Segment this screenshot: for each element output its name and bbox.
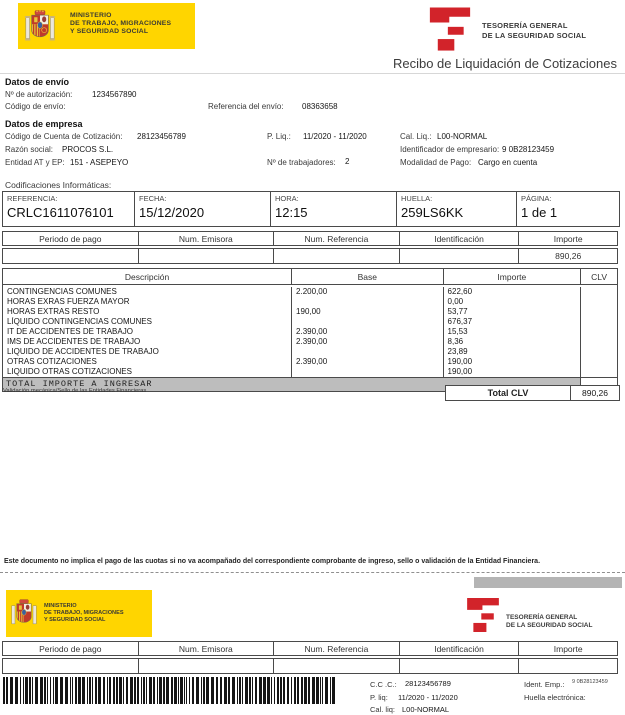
tgss-name	[506, 614, 592, 630]
trabajadores-label: Nº de trabajadores:	[267, 158, 336, 167]
cell-descripcion: LÍQUIDO CONTINGENCIAS COMUNES	[3, 317, 292, 327]
col-num-referencia: Num. Referencia	[274, 232, 400, 245]
autorizacion-label: Nº de autorización:	[5, 90, 73, 99]
cal-liq-bottom-label: Cal. liq:	[370, 705, 396, 714]
codif-cell-huella	[397, 192, 517, 226]
codif-label: HUELLA:	[401, 194, 433, 203]
col-descripcion: Descripción	[3, 269, 292, 284]
ministry-name	[70, 12, 171, 37]
col-num-emisora: Num. Emisora	[139, 232, 275, 245]
detalle-table-header	[3, 269, 617, 285]
detalle-row	[3, 347, 617, 357]
cell-periodo	[3, 249, 139, 263]
validation-note: Validación mecánica/Sello de las Entidades Financieras	[3, 388, 147, 394]
ccc-bottom-label: C.C .C.:	[370, 680, 397, 689]
detalle-row	[3, 317, 617, 327]
ident-emp-label: Ident. Emp.:	[524, 680, 565, 689]
p-liq-bottom-label: P. liq:	[370, 693, 388, 702]
pago-table-row	[2, 248, 618, 264]
ccc-label: Código de Cuenta de Cotización:	[5, 132, 123, 141]
cell-importe: 890,26	[555, 251, 582, 261]
cell-descripcion: HORAS EXTRAS RESTO	[3, 307, 292, 317]
cell-importe: 622,60	[444, 287, 582, 297]
cell-base: 190,00	[292, 307, 444, 317]
cell-importe: 190,00	[444, 357, 582, 367]
col-importe: Importe	[444, 269, 582, 284]
codif-value: 12:15	[275, 205, 308, 220]
codif-value: 1 de 1	[521, 205, 558, 220]
cell-base: 2.390,00	[292, 337, 444, 347]
detalle-row	[3, 367, 617, 377]
datos-empresa-title: Datos de empresa	[5, 119, 83, 129]
col-importe: Importe	[553, 643, 583, 654]
cell-importe: 0,00	[444, 297, 582, 307]
cal-liq-value: L00-NORMAL	[437, 132, 488, 141]
col-identificacion: Identificación	[400, 642, 520, 655]
cell-importe	[519, 659, 617, 673]
ministry-name-line: Y SEGURIDAD SOCIAL	[44, 616, 106, 623]
cell-identificacion	[400, 249, 520, 263]
detalle-table-body	[3, 285, 617, 377]
huella-electronica-label: Huella electrónica:	[524, 693, 586, 702]
detalle-table	[2, 268, 618, 392]
detalle-row	[3, 337, 617, 347]
cell-descripcion: IMS DE ACCIDENTES DE TRABAJO	[3, 337, 292, 347]
ccc-value: 28123456789	[137, 132, 186, 141]
pago-table-header	[2, 641, 618, 656]
cell-importe: 190,00	[444, 367, 582, 377]
p-liq-label: P. Liq.:	[267, 132, 291, 141]
total-clv-label: Total CLV	[446, 386, 571, 400]
cell-base: 2.390,00	[292, 357, 444, 367]
barcode	[3, 677, 355, 704]
spain-coat-of-arms-icon	[25, 6, 55, 46]
referencia-envio-value: 08363658	[302, 102, 338, 111]
entidad-label: Entidad AT y EP:	[5, 158, 65, 167]
pago-table-bottom	[2, 641, 618, 674]
detalle-row	[3, 287, 617, 297]
total-clv-box	[445, 385, 620, 401]
codif-label: REFERENCIA:	[7, 194, 58, 203]
ministry-name-line: Y SEGURIDAD SOCIAL	[70, 28, 149, 36]
col-identificacion: Identificación	[400, 232, 520, 245]
cut-line	[0, 572, 625, 573]
cell-descripcion: LIQUIDO DE ACCIDENTES DE TRABAJO	[3, 347, 292, 357]
cell-base: 2.390,00	[292, 327, 444, 337]
cell-importe: 53,77	[444, 307, 582, 317]
cell-base	[292, 297, 444, 307]
tgss-name-line: TESORERÍA GENERAL	[482, 21, 568, 30]
col-periodo-de-pago: Periodo de pago	[3, 232, 139, 245]
cell-clv	[581, 317, 617, 327]
cell-base	[292, 347, 444, 357]
cell-clv	[581, 307, 617, 317]
modalidad-value: Cargo en cuenta	[478, 158, 538, 167]
razon-social-label: Razón social:	[5, 145, 54, 154]
cell-clv	[581, 337, 617, 347]
col-base: Base	[292, 269, 444, 284]
cal-liq-label: Cal. Liq.:	[400, 132, 432, 141]
codif-label: FECHA:	[139, 194, 167, 203]
detalle-row	[3, 307, 617, 317]
identificador-value: 9 0B28123459	[502, 145, 555, 154]
codif-value: 15/12/2020	[139, 205, 205, 220]
tgss-name	[482, 21, 586, 40]
cell-descripcion: IT DE ACCIDENTES DE TRABAJO	[3, 327, 292, 337]
tgss-logo-icon	[466, 596, 500, 634]
cell-clv	[581, 287, 617, 297]
cell-descripcion: LIQUIDO OTRAS COTIZACIONES	[3, 367, 292, 377]
col-periodo-de-pago: Periodo de pago	[3, 642, 139, 655]
modalidad-label: Modalidad de Pago:	[400, 158, 472, 167]
cell-periodo	[3, 659, 139, 673]
p-liq-bottom-value: 11/2020 - 11/2020	[398, 693, 458, 702]
detalle-row	[3, 297, 617, 307]
spain-coat-of-arms-icon	[11, 595, 37, 631]
page-title: Recibo de Liquidación de Cotizaciones	[392, 56, 617, 71]
codificaciones-table	[2, 191, 620, 227]
cell-clv	[581, 327, 617, 337]
tgss-name-line: DE LA SEGURIDAD SOCIAL	[506, 622, 593, 630]
cell-clv	[581, 367, 617, 377]
pago-table	[2, 231, 618, 264]
tgss-name-line: DE LA SEGURIDAD SOCIAL	[482, 30, 587, 40]
codif-value: CRLC1611076101	[7, 205, 114, 220]
header-divider	[0, 73, 625, 74]
cell-clv	[581, 297, 617, 307]
cell-importe: 23,89	[444, 347, 582, 357]
codif-cell-hora	[271, 192, 397, 226]
codif-cell-referencia	[3, 192, 135, 226]
razon-social-value: PROCOS S.L.	[62, 145, 114, 154]
entidad-value: 151 - ASEPEYO	[70, 158, 129, 167]
ministry-name-line: MINISTERIO	[70, 12, 112, 19]
codigo-envio-label: Código de envío:	[5, 102, 66, 111]
cell-emisora	[139, 659, 275, 673]
ministry-name-line: DE TRABAJO, MIGRACIONES	[44, 609, 124, 616]
ministry-name	[44, 603, 124, 623]
ministry-name-line: DE TRABAJO, MIGRACIONES	[70, 20, 172, 28]
codif-cell-pagina	[517, 192, 619, 226]
referencia-envio-label: Referencia del envío:	[208, 102, 284, 111]
cell-identificacion	[400, 659, 520, 673]
scanner-artifact-bar	[474, 577, 622, 588]
cal-liq-bottom-value: L00-NORMAL	[402, 705, 450, 714]
cell-referencia	[274, 659, 400, 673]
tgss-name-line: TESORERÍA GENERAL	[506, 614, 578, 621]
pago-table-header	[2, 231, 618, 246]
cell-descripcion: OTRAS COTIZACIONES	[3, 357, 292, 367]
ccc-bottom-value: 28123456789	[405, 679, 451, 688]
cell-emisora	[139, 249, 275, 263]
cell-referencia	[274, 249, 400, 263]
cell-base: 2.200,00	[292, 287, 444, 297]
pago-table-row	[2, 658, 618, 674]
codif-label: PÁGINA:	[521, 194, 552, 203]
ministry-name-line: MINISTERIO	[44, 603, 77, 609]
codif-cell-fecha	[135, 192, 271, 226]
col-num-emisora: Num. Emisora	[139, 642, 275, 655]
cell-descripcion: CONTINGENCIAS COMUNES	[3, 287, 292, 297]
ministry-logo-banner	[18, 3, 195, 49]
datos-envio-title: Datos de envío	[5, 77, 70, 87]
cell-base	[292, 367, 444, 377]
cell-importe: 676,37	[444, 317, 582, 327]
ident-emp-value: 9 0B28123459	[572, 679, 608, 685]
total-clv-value: 890,26	[582, 388, 608, 398]
identificador-label: Identificador de empresario:	[400, 145, 500, 154]
cell-clv	[581, 357, 617, 367]
ministry-logo-banner-bottom	[6, 590, 152, 637]
cell-importe: 8,36	[444, 337, 582, 347]
col-num-referencia: Num. Referencia	[274, 642, 400, 655]
cell-clv	[581, 347, 617, 357]
trabajadores-value: 2	[345, 157, 350, 166]
codificaciones-title: Codificaciones Informáticas:	[5, 180, 112, 190]
tgss-logo-icon	[428, 6, 472, 52]
total-importe-label: TOTAL IMPORTE A INGRESAR	[3, 378, 581, 391]
autorizacion-value: 1234567890	[92, 90, 137, 99]
detalle-row	[3, 327, 617, 337]
col-importe: Importe	[553, 233, 583, 244]
codif-value: 259LS6KK	[401, 205, 464, 220]
cell-base	[292, 317, 444, 327]
p-liq-value: 11/2020 - 11/2020	[303, 132, 367, 141]
detalle-row	[3, 357, 617, 367]
cell-descripcion: HORAS EXRAS FUERZA MAYOR	[3, 297, 292, 307]
cell-importe: 15,53	[444, 327, 582, 337]
codif-label: HORA:	[275, 194, 299, 203]
disclaimer-text: Este documento no implica el pago de las cuotas si no va acompañado del correspondiente comprobante de ingreso, sello o validación de la Entidad Financiera.	[4, 558, 541, 565]
col-clv: CLV	[591, 271, 607, 282]
